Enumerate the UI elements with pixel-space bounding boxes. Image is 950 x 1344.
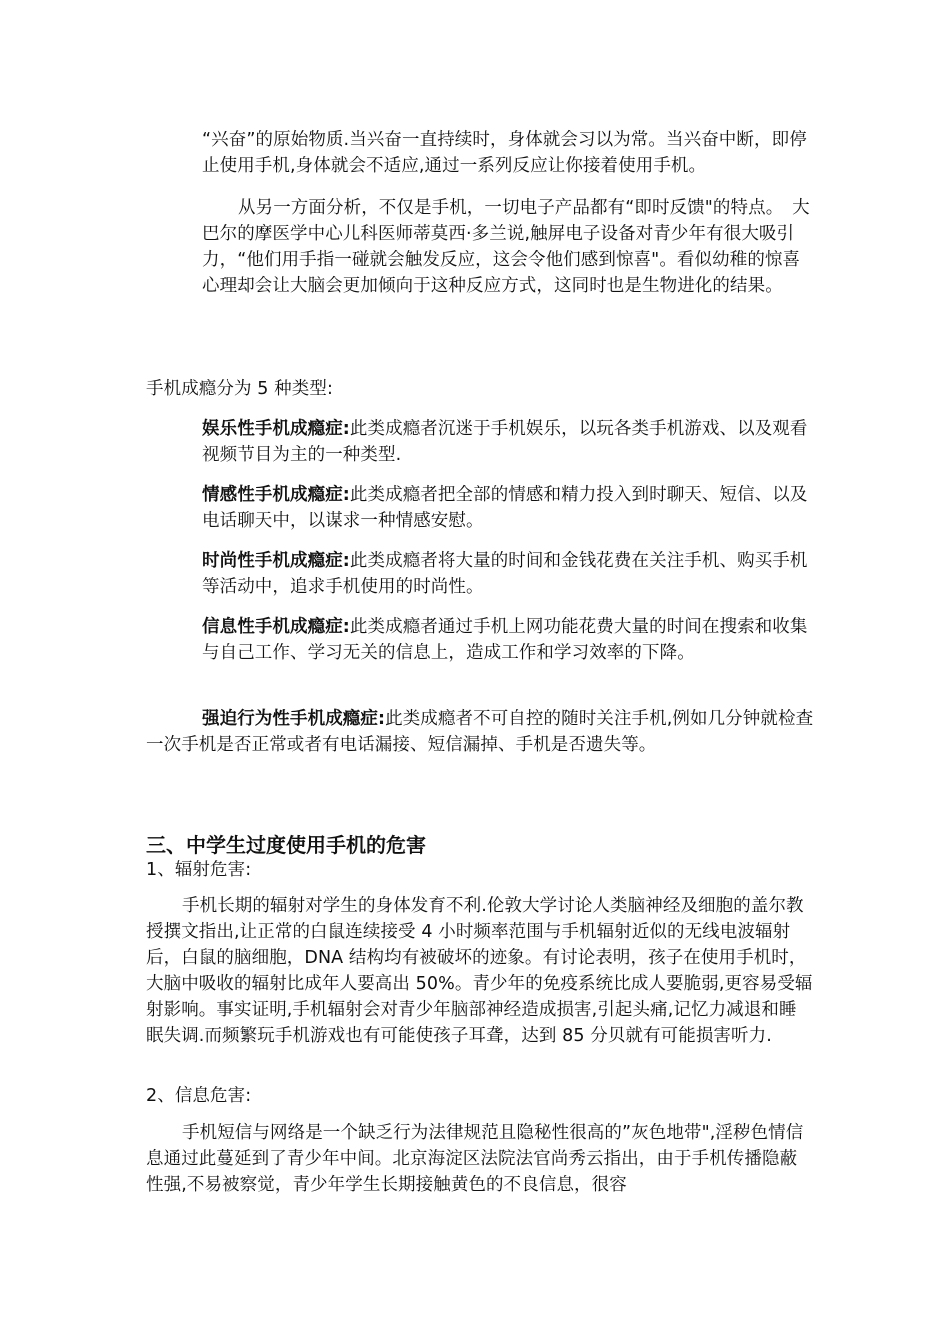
type-text: 此类成瘾者将大量的时间和金钱花费在关注手机、购买手机等活动中，追求手机使用的时尚性。 xyxy=(202,551,808,597)
type-text: 此类成瘾者不可自控的随时关注手机,例如几分钟就检查一次手机是否正常或者有电话漏接、短信漏掉、手机是否遗失等。 xyxy=(146,709,814,755)
subsection-title-information: 2、信息危害: xyxy=(146,1086,252,1106)
paragraph-excitement: “兴奋”的原始物质.当兴奋一直持续时，身体就会习以为常。当兴奋中断，即停止使用手机,身体就会不适应,通过一系列反应让你接着使用手机。 xyxy=(202,130,807,176)
addiction-type-entertainment xyxy=(202,416,814,468)
type-label: 强迫行为性手机成瘾症: xyxy=(202,709,386,729)
type-label: 娱乐性手机成瘾症: xyxy=(202,419,350,439)
type-text: 此类成瘾者沉迷于手机娱乐，以玩各类手机游戏、以及观看视频节目为主的一种类型. xyxy=(202,419,808,465)
paragraph-instant-feedback: 从另一方面分析，不仅是手机，一切电子产品都有“即时反馈"的特点。 大巴尔的摩医学中心儿科医师蒂莫西·多兰说,触屏电子设备对青少年有很大吸引力，“他们用手指一碰就会触发反应，这会令他们感到惊喜"。看似幼稚的惊喜心理却会让大脑会更加倾向于这种反应方式，这同时也是生物进化的结果。 xyxy=(202,198,810,296)
type-label: 时尚性手机成瘾症: xyxy=(202,551,350,571)
addiction-type-fashion xyxy=(202,548,814,600)
addiction-types-intro: 手机成瘾分为 5 种类型: xyxy=(146,379,333,399)
addiction-type-information xyxy=(202,614,814,666)
addiction-type-emotional xyxy=(202,482,814,534)
type-text: 此类成瘾者把全部的情感和精力投入到时聊天、短信、以及电话聊天中，以谋求一种情感安慰。 xyxy=(202,485,808,531)
paragraph-information: 手机短信与网络是一个缺乏行为法律规范且隐秘性很高的”灰色地带",淫秽色情信息通过此蔓延到了青少年中间。北京海淀区法院法官尚秀云指出，由于手机传播隐蔽性强,不易被察觉，青少年学生长期接触黄色的不良信息，很容 xyxy=(146,1123,804,1195)
addiction-type-compulsive xyxy=(146,706,814,758)
type-label: 信息性手机成瘾症: xyxy=(202,617,350,637)
section-heading: 三、中学生过度使用手机的危害 xyxy=(146,833,426,857)
subsection-title-radiation: 1、辐射危害: xyxy=(146,860,252,880)
type-label: 情感性手机成瘾症: xyxy=(202,485,350,505)
type-text: 此类成瘾者通过手机上网功能花费大量的时间在搜索和收集与自己工作、学习无关的信息上，造成工作和学习效率的下降。 xyxy=(202,617,808,663)
paragraph-radiation: 手机长期的辐射对学生的身体发育不利.伦敦大学讨论人类脑神经及细胞的盖尔教授撰文指出,让正常的白鼠连续接受 4 小时频率范围与手机辐射近似的无线电波辐射后，白鼠的脑细胞，DNA 结构均有被破坏的迹象。有讨论表明，孩子在使用手机时，大脑中吸收的辐射比成年人要高出 50%。青少年的免疫系统比成人要脆弱,更容易受辐射影响。事实证明,手机辐射会对青少年脑部神经造成损害,引起头痛,记忆力减退和睡眠失调.而频繁玩手机游戏也有可能使孩子耳聋，达到 85 分贝就有可能损害听力. xyxy=(146,896,813,1046)
